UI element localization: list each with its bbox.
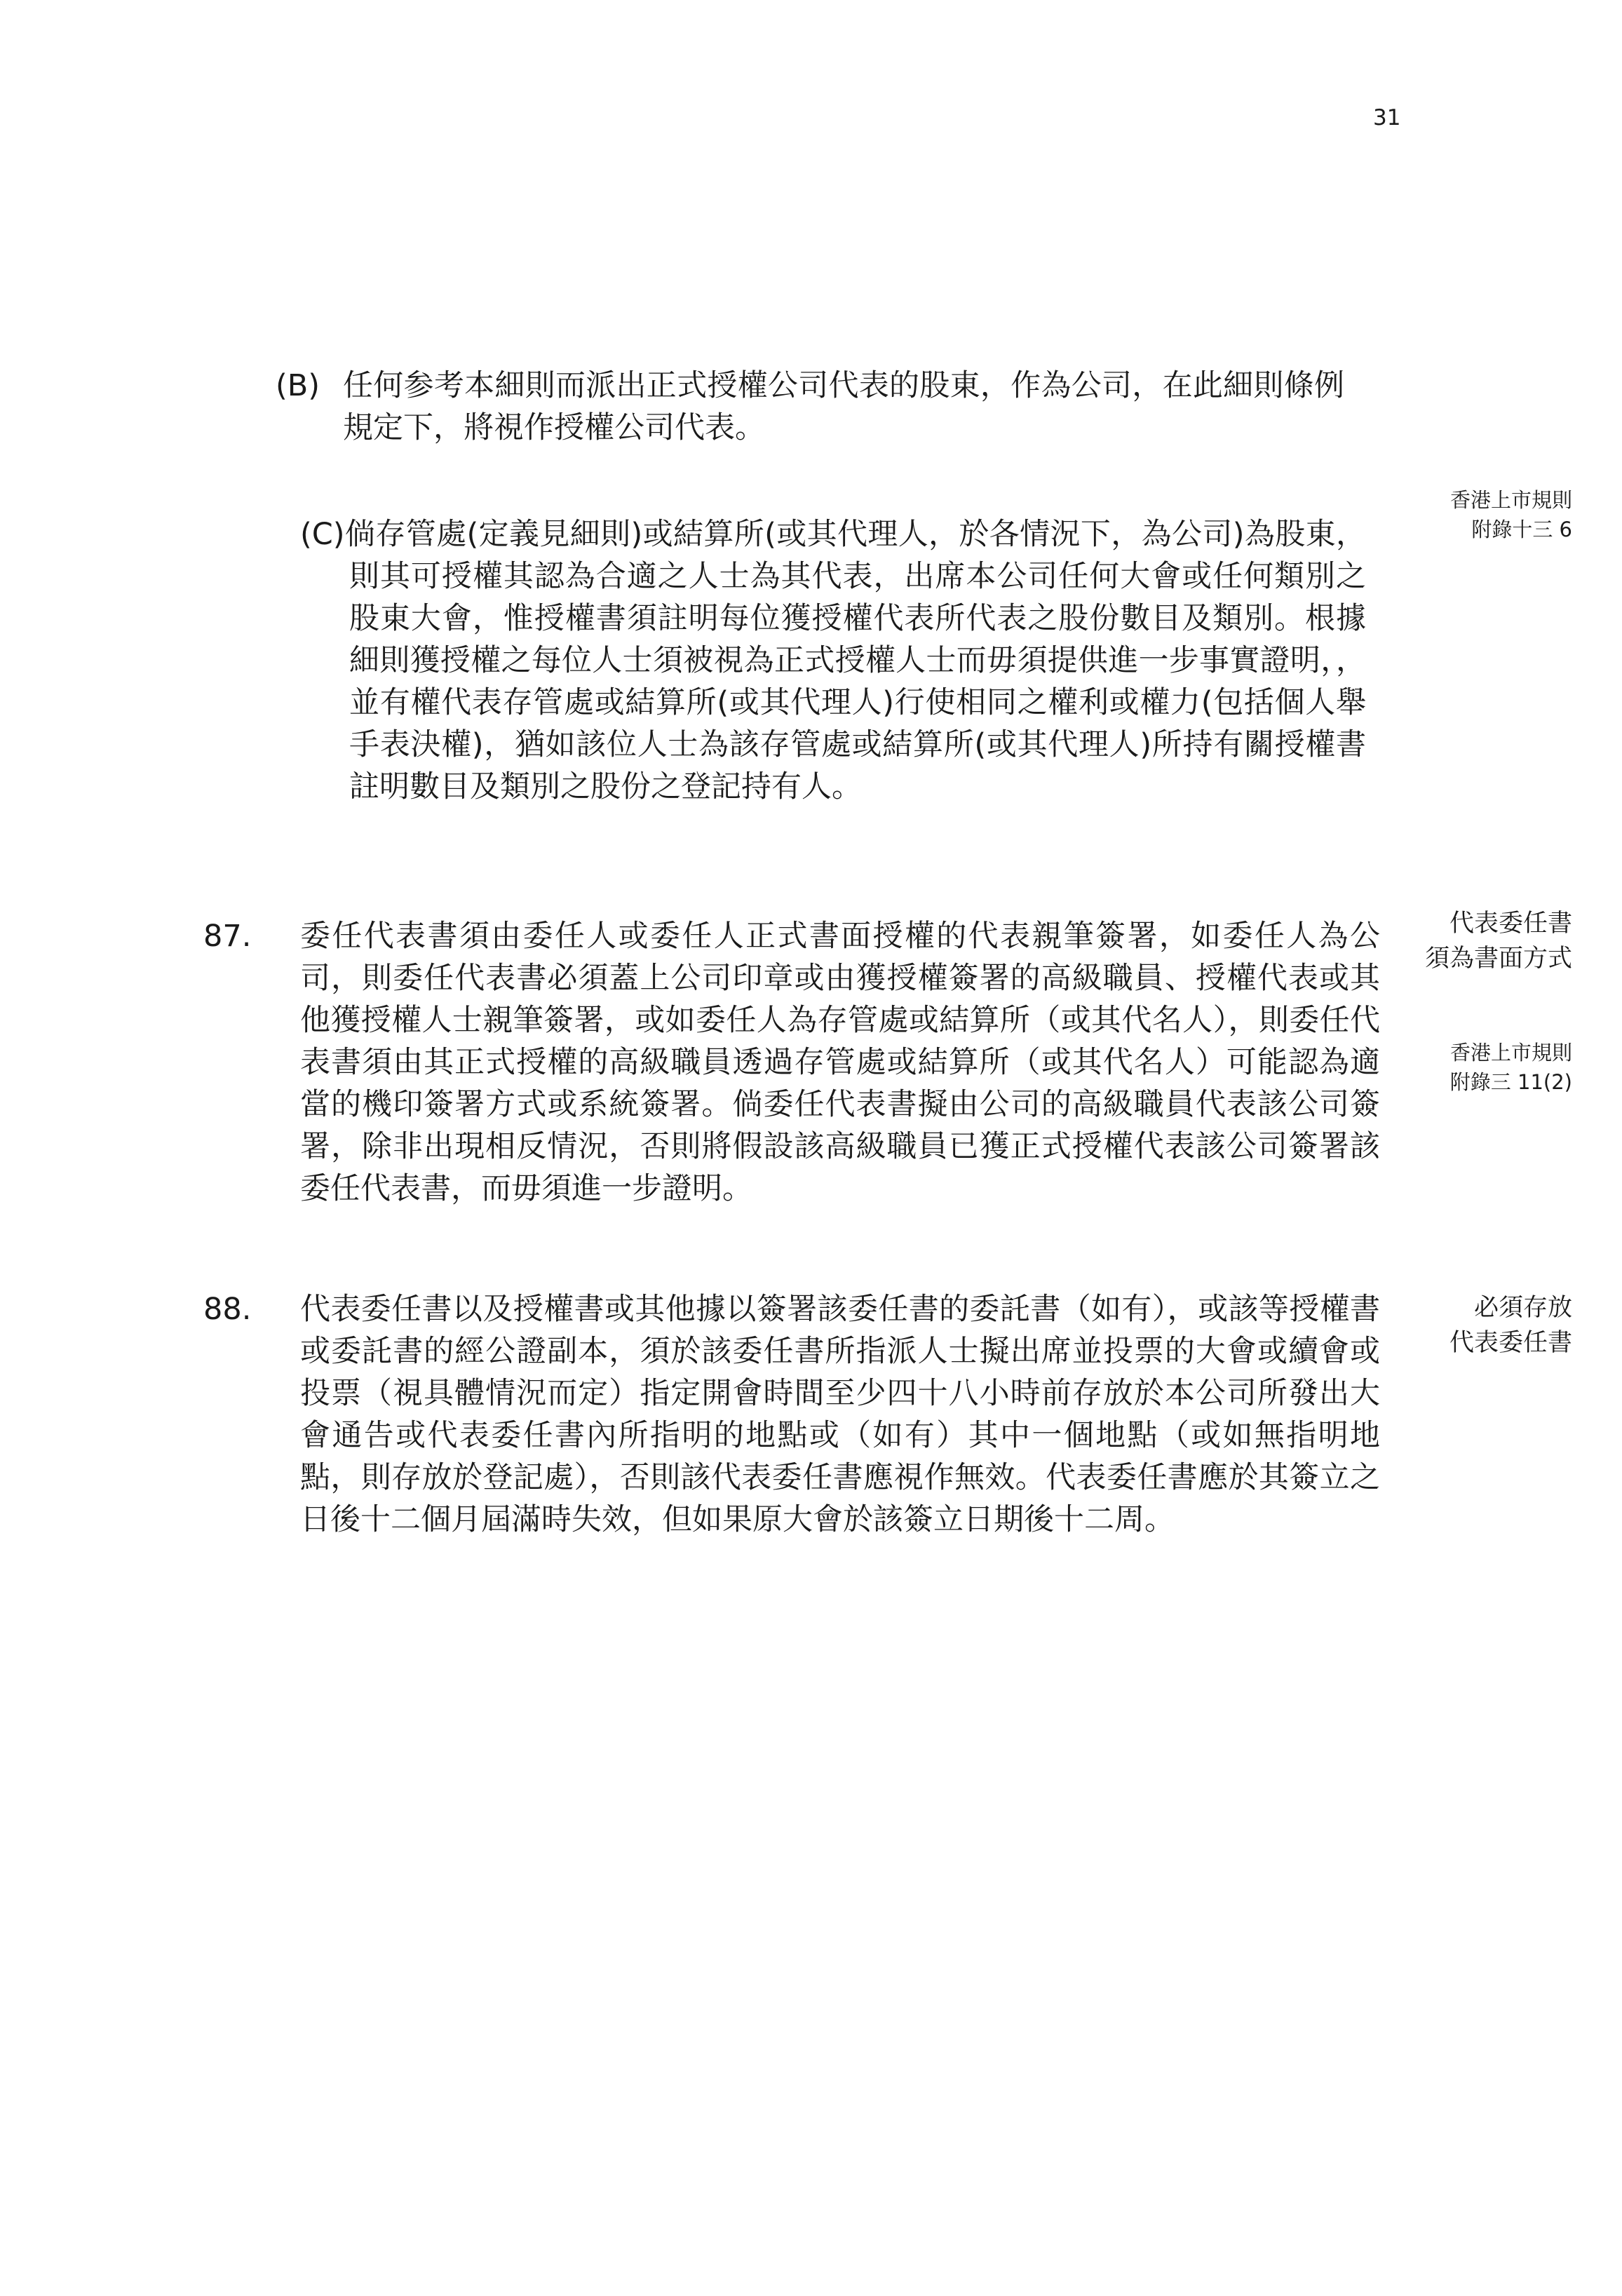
article-87-margin-ref-line1: 香港上市規則: [1449, 1041, 1572, 1065]
article-87-margin-title: [1425, 906, 1572, 976]
clause-c-margin-note: [1450, 485, 1572, 544]
article-87-margin-ref: [1450, 1038, 1572, 1097]
clause-c: [300, 513, 1380, 850]
article-88-number: 88.: [203, 1292, 252, 1327]
clause-b-label: (B): [276, 368, 320, 403]
article-88-margin-title-line2: 代表委任書: [1449, 1329, 1572, 1357]
article-88-margin-title: [1449, 1290, 1572, 1360]
clause-b: [276, 365, 1370, 456]
article-88-text: 代表委任書以及授權書或其他據以簽署該委任書的委託書（如有），或該等授權書或委託書的經公證副本，須於該委任書所指派人士擬出席並投票的大會或續會或投票（視具體情況而定）指定開會時間至少四十八小時前存放於本公司所發出大會通告或代表委任書內所指明的地點或（如有）其中一個地點（或如無指明地點，則存放於登記處），否則該代表委任書應視作無效。代表委任書應於其簽立之日後十二個月屆滿時失效，但如果原大會於該簽立日期後十二周。: [300, 1292, 1380, 1537]
clause-c-margin-note-line1: 香港上市規則: [1449, 488, 1572, 512]
article-88-margin-title-line1: 必須存放: [1473, 1294, 1572, 1322]
clause-b-text: 任何参考本細則而派出正式授權公司代表的股東，作為公司，在此細則條例規定下，將視作授權公司代表。: [343, 368, 1344, 445]
clause-c-label: (C): [300, 517, 345, 552]
article-87-margin-ref-line2: 附錄三 11(2): [1449, 1070, 1572, 1094]
page-number: 31: [1373, 105, 1401, 130]
clause-c-text: 倘存管處(定義見細則)或結算所(或其代理人，於各情況下，為公司)為股東，則其可授權其認為合適之人士為其代表，出席本公司任何大會或任何類別之股東大會，惟授權書須註明每位獲授權代表所代表之股份數目及類別。根據細則獲授權之每位人士須被視為正式授權人士而毋須提供進一步事實證明，，並有權代表存管處或結算所(或其代理人)行使相同之權利或權力(包括個人舉手表決權)，猶如該位人士為該存管處或結算所(或其代理人)所持有關授權書註明數目及類別之股份之登記持有人。: [345, 517, 1366, 804]
article-87-margin-title-line1: 代表委任書: [1449, 910, 1572, 938]
article-88: [203, 1288, 1381, 1625]
article-87-text: 委任代表書須由委任人或委任人正式書面授權的代表親筆簽署，如委任人為公司，則委任代表書必須蓋上公司印章或由獲授權簽署的高級職員、授權代表或其他獲授權人士親筆簽署，或如委任人為存管處或結算所（或其代名人），則委任代表書須由其正式授權的高級職員透過存管處或結算所（或其代名人）可能認為適當的機印簽署方式或系統簽署。倘委任代表書擬由公司的高級職員代表該公司簽署，除非出現相反情況，否則將假設該高級職員已獲正式授權代表該公司簽署該委任代表書，而毋須進一步證明。: [300, 919, 1380, 1206]
article-87-number: 87.: [203, 919, 252, 954]
article-87-margin-title-line2: 須為書面方式: [1424, 945, 1572, 973]
clause-c-margin-note-line2: 附錄十三 6: [1471, 518, 1572, 541]
article-87: [203, 915, 1381, 1210]
